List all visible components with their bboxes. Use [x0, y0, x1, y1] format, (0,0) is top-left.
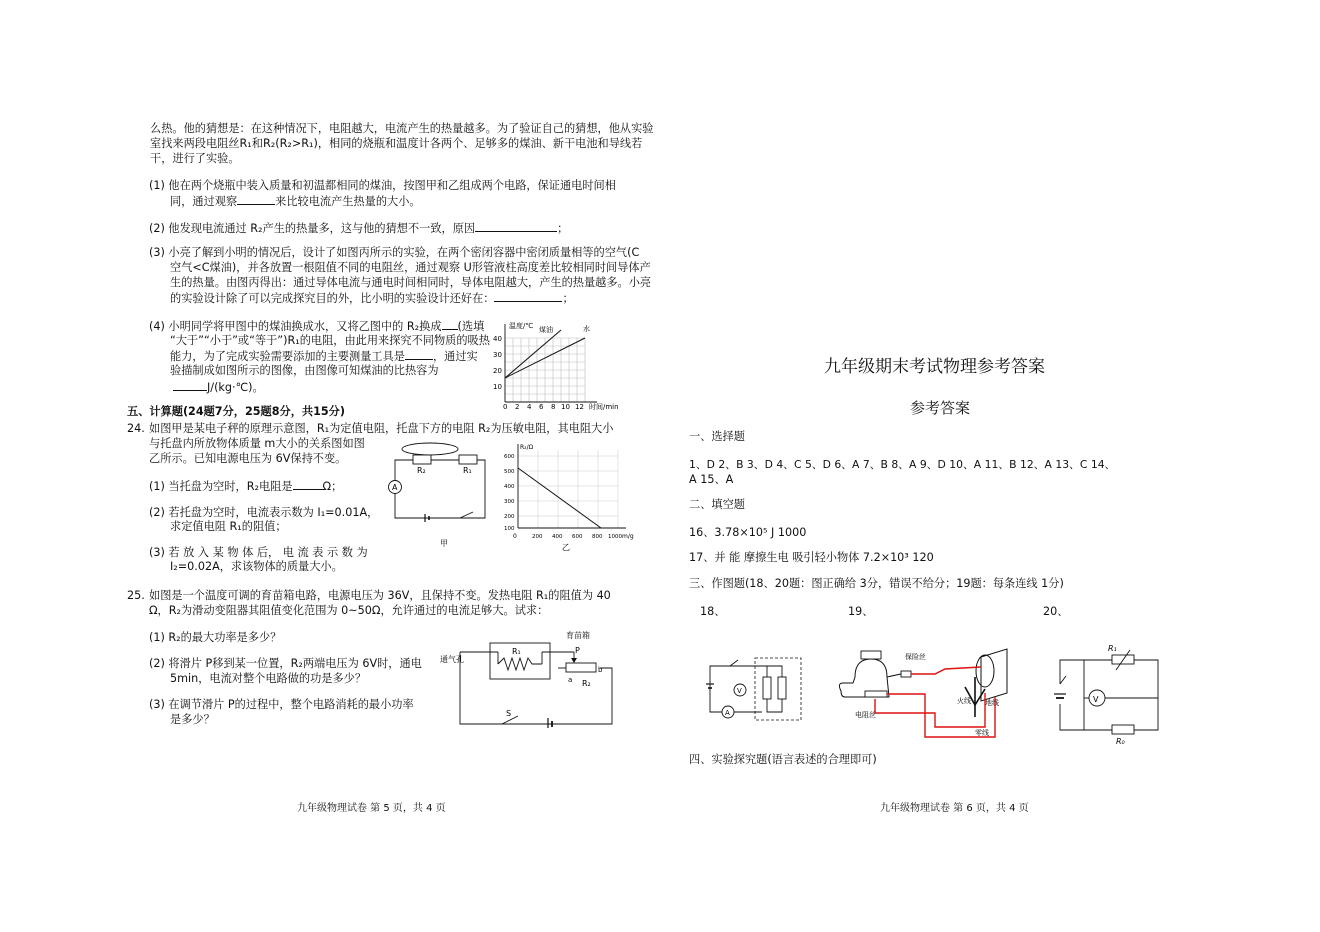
label-ammeter: A: [392, 483, 398, 492]
label-live-wire: 火线: [957, 697, 971, 705]
section-4-title: 四、实验探究题(语言表述的合理即可): [689, 753, 877, 766]
q25-sub2-line2: 5min，电流对整个电路做的功是多少？: [170, 672, 367, 685]
live-wire: [911, 667, 981, 674]
q25-sub2-line1: (2) 将滑片 P移到某一位置，R₂两端电压为 6V时，通电: [149, 657, 422, 670]
q24-line-2: 与托盘内所放物体质量 m大小的关系图如图: [149, 437, 365, 450]
section-1-title: 一、选择题: [689, 430, 745, 443]
outlet-icon: [976, 655, 994, 687]
q3-line-3: 生的热量。由图丙得出：通过导体电流与通电时间相同时，导体电阻越大，产生的热量越多。小亮: [170, 276, 652, 289]
r2-xtick-1000: 1000: [608, 534, 622, 540]
q4-text-a: (4) 小明同学将甲图中的煤油换成水，又将乙图中的 R₂换成: [149, 320, 442, 333]
q4-line-4: 验描制成如图所示的图像，由图像可知煤油的比热容为: [170, 364, 439, 377]
xtick-8: 8: [551, 403, 556, 410]
chart-grid: [505, 338, 585, 402]
q4-blank-2[interactable]: [405, 348, 433, 360]
label-r2: R₂: [417, 466, 426, 475]
switch-icon: [460, 512, 473, 518]
q24-sub3-line1: (3) 若 放 入 某 物 体 后， 电 流 表 示 数 为: [149, 546, 368, 559]
label-heating-wire: 电阻丝: [855, 711, 876, 719]
label-a: a: [568, 676, 573, 684]
q3-end: ；: [562, 292, 574, 305]
answer-title: 九年级期末考试物理参考答案: [824, 357, 1045, 377]
xtick-10: 10: [561, 403, 570, 410]
q4-line-3: [170, 348, 478, 364]
q1-blank[interactable]: [237, 193, 275, 205]
label-neutral-wire: 零线: [975, 729, 989, 737]
q3-blank[interactable]: [494, 290, 562, 302]
q4-text-c: 能力，为了完成实验需要添加的主要测量工具是: [170, 350, 405, 363]
switch-icon-2: [730, 660, 738, 666]
temperature-time-chart: [485, 318, 655, 410]
q2-line: [149, 220, 568, 236]
section-5-title: 五、计算题(24题7分，25题8分，共15分): [127, 405, 345, 418]
q25-sub1: (1) R₂的最大功率是多少？: [149, 631, 282, 644]
r2-ytick-600: 600: [504, 454, 515, 460]
r2-xtick-600: 600: [572, 534, 583, 540]
q1-line-1: (1) 他在两个烧瓶中装入质量和初温都相同的煤油，按图甲和乙组成两个电路，保证通电时间相: [149, 179, 616, 192]
q4-text-b: (选填: [457, 320, 485, 333]
q4-blank-1[interactable]: [442, 318, 458, 330]
q24-line-3: 乙所示。已知电源电压为 6V保持不变。: [149, 452, 347, 465]
fig20-label-r0: R₀: [1116, 737, 1125, 744]
q25-number: 25.: [127, 589, 145, 602]
tray-icon: [402, 443, 458, 455]
water-label: 水: [583, 325, 590, 333]
q24-sub3-line2: I₂=0.02A，求该物体的质量大小。: [170, 560, 343, 573]
r2-xtick-400: 400: [552, 534, 563, 540]
figure-19-household-wiring: [835, 637, 1015, 747]
resistor-r1-zigzag-icon: [498, 658, 542, 670]
label-s: S: [506, 709, 512, 718]
fig-number-20: 20、: [1043, 605, 1069, 618]
chart-xlabel: 时间/min: [589, 403, 619, 410]
fill-answer-16: 16、3.78×10⁵ J 1000: [689, 526, 807, 539]
q4-line-5: [173, 379, 264, 395]
kerosene-label: 煤油: [539, 326, 553, 334]
r2-ytick-100: 100: [504, 526, 515, 532]
label-r1: R₁: [463, 466, 472, 475]
r2-chart-ylabel: R₂/Ω: [520, 444, 534, 451]
label-b: b: [598, 666, 603, 674]
choice-answers-line2: A 15、A: [689, 473, 734, 486]
q24-sub1: [149, 478, 342, 494]
r2-xtick-0: 0: [513, 533, 517, 540]
ytick-20: 20: [493, 367, 502, 375]
q25-sub3-line1: (3) 在调节滑片 P的过程中，整个电路消耗的最小功率: [149, 698, 414, 711]
xtick-0: 0: [503, 403, 508, 410]
resistor-b-icon: [778, 677, 786, 699]
ytick-30: 30: [493, 351, 502, 359]
slider-r2-icon: [566, 663, 596, 672]
fig20-label-v: V: [1093, 695, 1099, 704]
label-fuse: 保险丝: [905, 653, 926, 661]
choice-answers-line1: 1、D 2、B 3、D 4、C 5、D 6、A 7、B 8、A 9、D 10、A 11、B 12、A 13、C 14、: [689, 458, 1116, 471]
fig-number-19: 19、: [848, 605, 874, 618]
q1-text-b: 来比较电流产生热量的大小。: [275, 195, 421, 208]
resistor-a-icon: [763, 677, 771, 699]
left-footer: 九年级物理试卷 第 5 页，共 4 页: [297, 803, 446, 814]
section-3-title: 三、作图题(18、20题：图正确给 3分，错误不给分；19题：每条连线 1分): [689, 577, 1064, 590]
right-footer: 九年级物理试卷 第 6 页，共 4 页: [880, 803, 1029, 814]
q2-text: (2) 他发现电流通过 R₂产生的热量多，这与他的猜想不一致，原因: [149, 222, 476, 235]
label-p: P: [575, 646, 580, 655]
figure-18-circuit: [700, 650, 810, 725]
r2-xtick-800: 800: [592, 534, 603, 540]
q2-end: ；: [557, 222, 569, 235]
scale-circuit-diagram: [385, 440, 500, 550]
q25-sub3-line2: 是多少？: [170, 713, 215, 726]
incubator-circuit-diagram: [440, 628, 620, 728]
q1-line-2: [170, 193, 421, 209]
r2-ytick-300: 300: [504, 499, 515, 505]
figure-20-circuit: [1050, 640, 1170, 744]
q25-line-1: 如图是一个温度可调的育苗箱电路，电源电压为 36V，且保持不变。发热电阻 R₁的阻值为 40: [149, 589, 611, 602]
figure-jia-label: 甲: [440, 539, 448, 548]
q24-sub1-text: (1) 当托盘为空时，R₂电阻是: [149, 480, 293, 493]
label-incubator: 育苗箱: [566, 631, 590, 640]
ytick-10: 10: [493, 383, 502, 391]
q2-blank[interactable]: [475, 220, 557, 232]
r2-xtick-200: 200: [532, 534, 543, 540]
fig-number-18: 18、: [700, 605, 726, 618]
r2-mass-line: [518, 468, 601, 528]
r2-ytick-400: 400: [504, 484, 515, 490]
resistance-mass-chart: [500, 440, 635, 552]
q1-text-a: 同，通过观察: [170, 195, 238, 208]
chart-ylabel: 温度/℃: [509, 322, 534, 330]
xtick-4: 4: [527, 403, 532, 410]
xtick-2: 2: [515, 403, 520, 410]
fig18-label-a: A: [725, 709, 730, 717]
fuse-icon: [901, 671, 911, 677]
label-r2-q25: R₂: [582, 679, 591, 688]
q3-line-2: 空气<C煤油)，并各放置一根阻值不同的电阻丝，通过观察 U形管液柱高度差比较相同时间导体产: [170, 261, 651, 274]
r2-ytick-500: 500: [504, 469, 515, 475]
q25-line-2: Ω，R₂为滑动变阻器其阻值变化范围为 0~50Ω，允许通过的电流足够大。试求：: [149, 604, 549, 617]
figure-yi-label: 乙: [562, 543, 570, 552]
intro-line-1: 么热。他的猜想是：在这种情况下，电阻越大，电流产生的热量越多。为了验证自己的猜想，他从实验: [150, 122, 654, 135]
switch-icon-3: [1060, 676, 1066, 684]
q24-number: 24.: [127, 422, 145, 435]
label-r1-q25: R₁: [512, 647, 521, 656]
answer-subtitle: 参考答案: [910, 399, 971, 417]
resistor-r2-icon: [413, 455, 431, 464]
label-ground-wire: 地线: [985, 699, 999, 707]
q3-text: 的实验设计除了可以完成探究目的外，比小明的实验设计还好在：: [170, 292, 495, 305]
ytick-40: 40: [493, 335, 502, 343]
fill-answer-17: 17、并 能 摩擦生电 吸引轻小物体 7.2×10³ 120: [689, 551, 934, 564]
q4-blank-3[interactable]: [173, 379, 207, 391]
r2-ytick-200: 200: [504, 514, 515, 520]
fig20-label-r1: R₁: [1108, 644, 1117, 653]
fig18-label-v: V: [737, 687, 742, 695]
q24-sub1-blank[interactable]: [293, 478, 323, 490]
q24-line-1: 如图甲是某电子秤的原理示意图，R₁为定值电阻，托盘下方的电阻 R₂为压敏电阻，其电阻大小: [149, 422, 614, 435]
xtick-6: 6: [539, 403, 544, 410]
q3-line-1: (3) 小亮了解到小明的情况后，设计了如图丙所示的实验，在两个密闭容器中密闭质量相等的空气(C: [149, 246, 640, 259]
section-2-title: 二、填空题: [689, 498, 745, 511]
intro-line-2: 室找来两段电阻丝R₁和R₂(R₂>R₁)，相同的烧瓶和温度计各两个、足够多的煤油、新干电池和导线若: [150, 137, 643, 150]
resistor-r1-icon: [459, 455, 477, 464]
label-vent: 通气孔: [440, 655, 464, 664]
q4-line-2: “大于”“小于”或“等于”)R₁的电阻，由此用来探究不同物质的吸热: [170, 334, 490, 347]
q24-sub1-unit: Ω；: [322, 480, 343, 493]
intro-line-3: 干，进行了实验。: [150, 152, 240, 165]
q24-sub2-line2: 求定值电阻 R₁的阻值；: [170, 520, 287, 533]
q4-line-1: [149, 318, 484, 334]
q4-text-e: J/(kg·℃)。: [207, 381, 264, 394]
q4-text-d: ，通过实: [432, 350, 478, 363]
q24-sub2-line1: (2) 若托盘为空时，电流表示数为 I₁=0.01A，: [149, 506, 379, 519]
resistor-r0-icon: [1112, 725, 1134, 734]
q3-line-4: [170, 290, 574, 306]
xtick-12: 12: [575, 403, 584, 410]
r2-chart-xlabel: m/g: [622, 533, 634, 540]
